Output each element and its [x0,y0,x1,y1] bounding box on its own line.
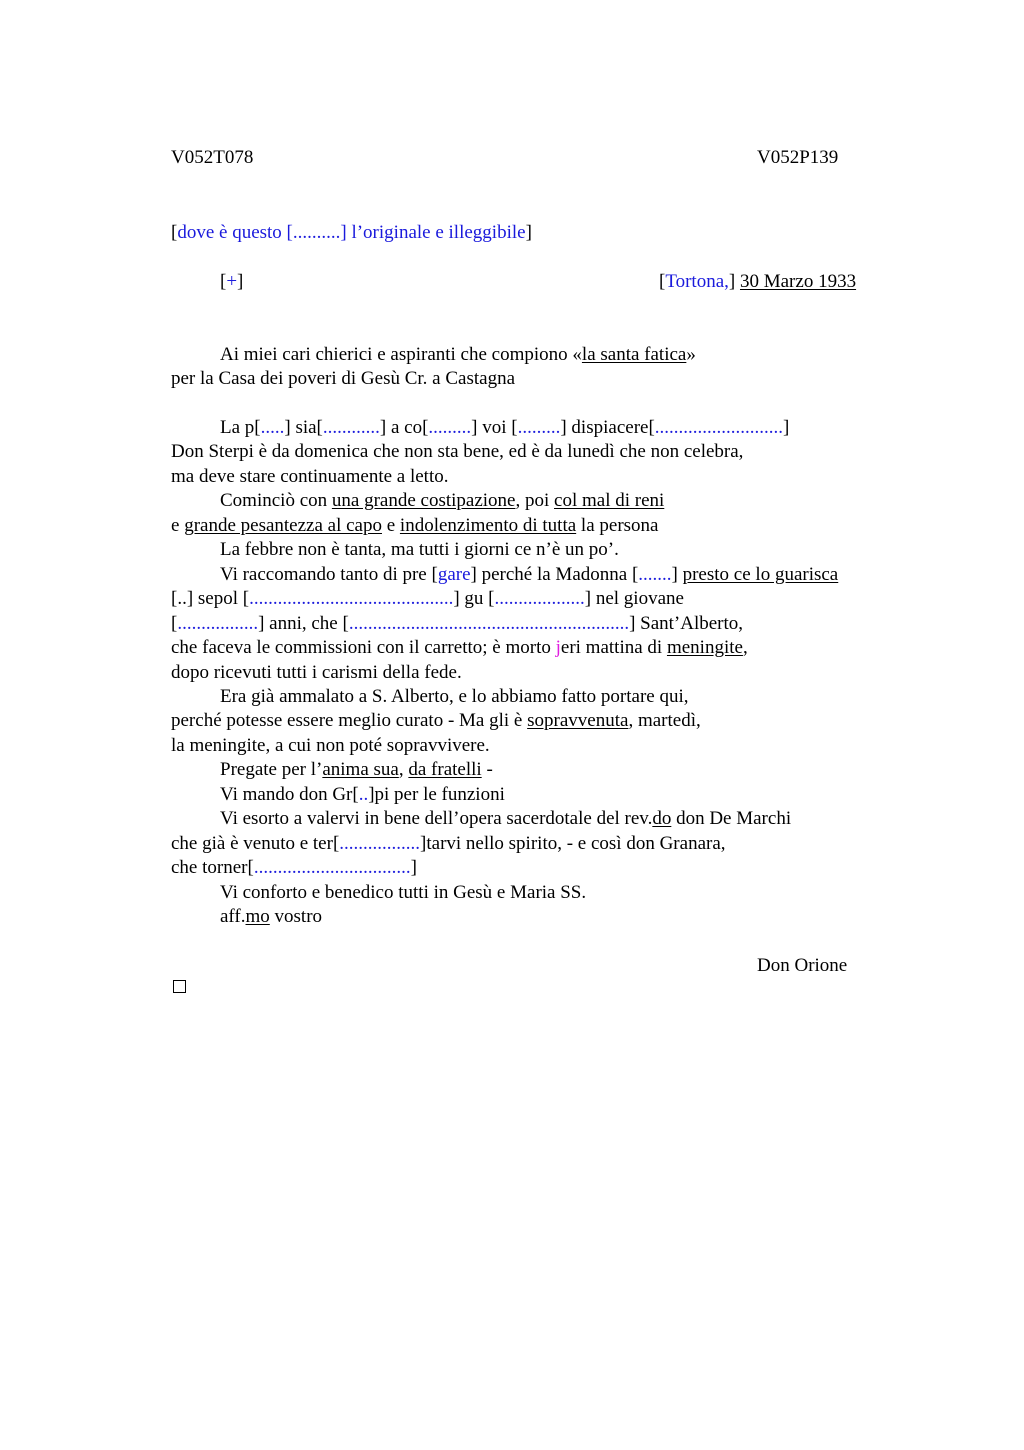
body-line: La febbre non è tanta, ma tutti i giorni ce n’è un po’. [220,539,619,560]
editor-note: [dove è questo [..........] l’originale e illeggibile] [171,222,532,243]
square-mark-icon [173,980,186,993]
body-line: La p[.....] sia[............] a co[.........] voi [.........] dispiacere[...........................] [220,417,790,438]
address-line-1: Ai miei cari chierici e aspiranti che compiono «la santa fatica» [220,344,696,365]
body-line: Cominciò con una grande costipazione, poi col mal di reni [220,490,665,511]
body-line: Vi raccomando tanto di pre [gare] perché la Madonna [.......] presto ce lo guarisca [220,564,839,585]
address-line-2: per la Casa dei poveri di Gesù Cr. a Castagna [171,368,516,389]
document-code-right: V052P139 [757,147,839,168]
editor-note-text: dove è questo [..........] l’originale e illeggibile [177,222,526,243]
place: Tortona, [665,271,729,292]
body-line: Vi conforto e benedico tutti in Gesù e Maria SS. [220,882,587,903]
closing-line: aff.mo vostro [220,906,323,927]
signature: Don Orione [757,955,848,976]
body-line: Vi mando don Gr[..]pi per le funzioni [220,784,505,805]
body-line: la meningite, a cui non poté sopravvivere. [171,735,490,756]
body-line: perché potesse essere meglio curato - Ma gli è sopravvenuta, martedì, [171,710,701,731]
body-line: che torner[.................................] [171,857,417,878]
body-line: che già è venuto e ter[.................]tarvi nello spirito, - e così don Granara, [171,833,726,854]
document-code-left: V052T078 [171,147,254,168]
body-line: che faceva le commissioni con il carretto; è morto jeri mattina di meningite, [171,637,748,658]
body-line: ma deve stare continuamente a letto. [171,466,449,487]
body-line: [..] sepol [...........................................] gu [...................] nel giovane [171,588,684,609]
body-line: Don Sterpi è da domenica che non sta bene, ed è da lunedì che non celebra, [171,441,744,462]
body-line: Era già ammalato a S. Alberto, e lo abbiamo fatto portare qui, [220,686,689,707]
body-line: [.................] anni, che [...........................................................] Sant’Alberto, [171,613,744,634]
cross-mark: [+] [220,271,244,292]
body-line: Pregate per l’anima sua, da fratelli - [220,759,493,780]
body-line: e grande pesantezza al capo e indolenzimento di tutta la persona [171,515,659,536]
body-line: Vi esorto a valervi in bene dell’opera sacerdotale del rev.do don De Marchi [220,808,792,829]
date: 30 Marzo 1933 [739,271,857,292]
place-date: [Tortona,] 30 Marzo 1933 [659,271,857,292]
body-line: dopo ricevuti tutti i carismi della fede. [171,662,462,683]
